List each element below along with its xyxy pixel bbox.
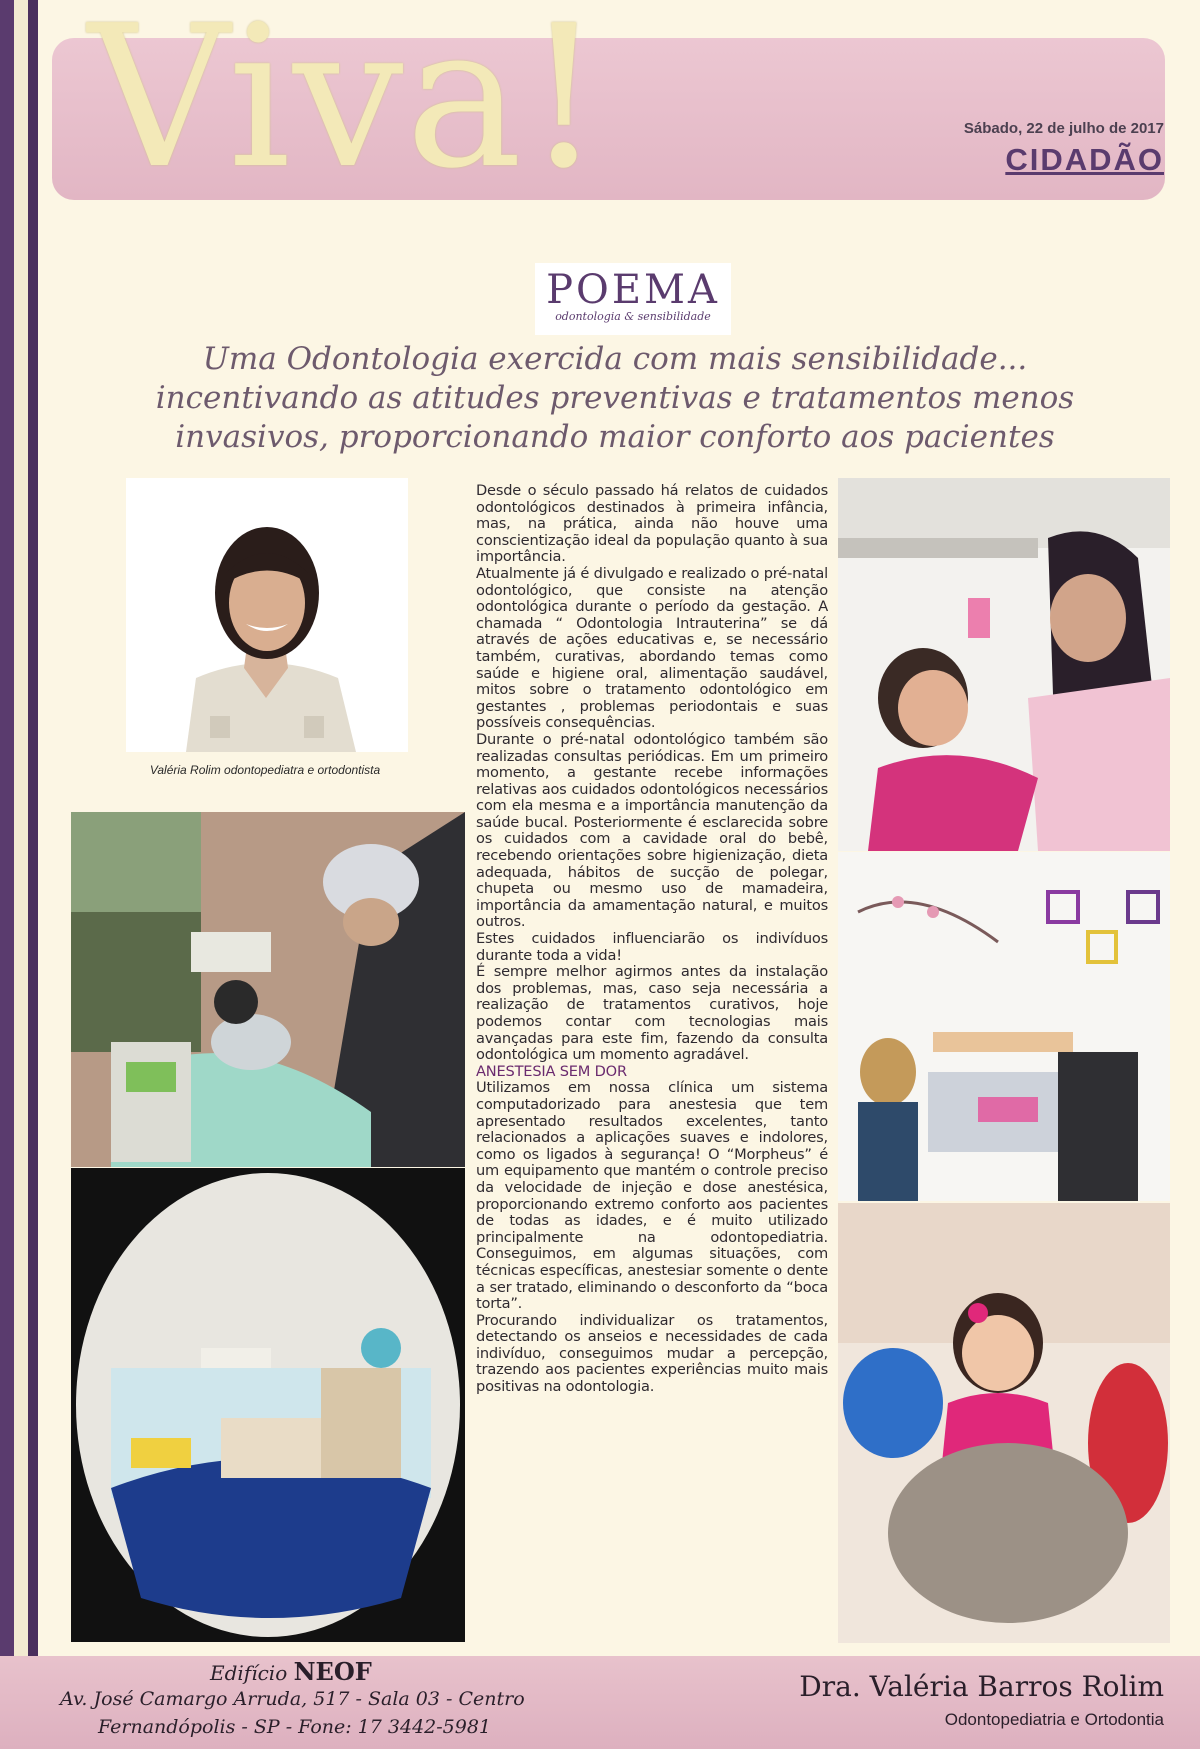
headline bbox=[90, 340, 1140, 457]
portrait-photo bbox=[126, 478, 408, 752]
issue-date: Sábado, 22 de julho de 2017 bbox=[963, 120, 1164, 137]
headline-line-2: incentivando as atitudes preventivas e tratamentos menos bbox=[155, 380, 1075, 416]
treatment-photo bbox=[71, 812, 465, 1167]
building-name: NEOF bbox=[293, 1657, 372, 1686]
portrait-caption: Valéria Rolim odontopediatra e ortodontista bbox=[149, 763, 381, 777]
headline-line-3: invasivos, proporcionando maior conforto aos pacientes bbox=[175, 419, 1055, 455]
article-paragraph: Durante o pré-natal odontológico também são realizadas consultas periódicas. Em um primeiro momento, a gestante recebe informações relativas aos cuidados odontológicos necessários com ela mesma e a importância manutenção da saúde bucal. Posteriormente é esclarecida sobre os cuidados com a cavidade oral do bebê, recebendo orientações sobre higienização, dieta adequada, hábitos de sucção de polegar, chupeta ou mesmo uso de mamadeira, importância da amamentação natural, e muitos outros. bbox=[476, 730, 828, 931]
pediatric-room-photo bbox=[838, 852, 1170, 1201]
article-paragraph: Utilizamos em nossa clínica um sistema computadorizado para anestesia que tem apresentado resultados excelentes, tanto relacionados a aplicações suaves e indolores, como os ligados à segurança! O “Morpheus” é um equipamento que mantém o controle preciso da velocidade de injeção e dose anestésica, proporcionando extremo conforto aos pacientes de todas as idades, e é muito utilizado principalmente na odontopediatria. Conseguimos, em algumas situações, com técnicas específicas, anestesiar somente o dente a ser tratado, eliminando o desconforto da “boca torta”. bbox=[476, 1079, 828, 1313]
section-name: CIDADÃO bbox=[1005, 142, 1164, 177]
logo-tagline: odontologia & sensibilidade bbox=[555, 310, 711, 323]
footer-city-phone: Fernandópolis - SP - Fone: 17 3442-5981 bbox=[98, 1716, 492, 1738]
article-paragraph: Desde o século passado há relatos de cuidados odontológicos destinados à primeira infância, mas, na prática, ainda não houve uma conscientização ideal da população quanto à sua importância. bbox=[476, 482, 828, 566]
article-paragraph: Atualmente já é divulgado e realizado o pré-natal odontológico, que consiste na atenção odontológica durante o período da gestação. A chamada “ Odontologia Intrauterina” se dá através de ações educativas e, se necessário também, curativas, abordando temas como saúde e higiene oral, alimentação saudável, mitos sobre o tratamento odontológico em gestantes , problemas periodontais e suas possíveis consequências. bbox=[476, 564, 828, 732]
left-stripe-cream bbox=[14, 0, 28, 1749]
doctor-name: Dra. Valéria Barros Rolim bbox=[799, 1670, 1164, 1703]
masthead-title: Viva! bbox=[88, 0, 606, 212]
logo-name: POEMA bbox=[546, 267, 720, 313]
article-paragraph: Procurando individualizar os tratamentos, detectando os anseios e necessidades de cada indivíduo, conseguimos mudar a percepção, trazendo aos pacientes experiências muito mais positivas na odontologia. bbox=[476, 1311, 828, 1396]
left-stripe-dark bbox=[28, 0, 38, 1749]
left-stripe-purple bbox=[0, 0, 14, 1749]
baby-photo bbox=[838, 1203, 1170, 1643]
article-paragraph: É sempre melhor agirmos antes da instalação dos problemas, mas, caso seja necessária a realização de tratamentos curativos, hoje podemos contar com tecnologias mais avançadas para este fim, fazendo da consulta odontológica um momento agradável. bbox=[476, 963, 828, 1064]
article-body bbox=[476, 483, 828, 1396]
child-consult-photo bbox=[838, 478, 1170, 851]
headline-line-1: Uma Odontologia exercida com mais sensibilidade... bbox=[202, 341, 1028, 377]
doctor-specialty: Odontopediatria e Ortodontia bbox=[944, 1710, 1164, 1729]
poema-logo bbox=[535, 263, 731, 335]
article-subheading: ANESTESIA SEM DOR bbox=[476, 1062, 627, 1080]
article-paragraph: Estes cuidados influenciarão os indivíduos durante toda a vida! bbox=[476, 930, 828, 964]
clinic-room-photo bbox=[71, 1168, 465, 1642]
footer-address: Av. José Camargo Arruda, 517 - Sala 03 - Centro bbox=[60, 1688, 525, 1710]
footer-building bbox=[210, 1657, 372, 1686]
building-prefix: Edifício bbox=[210, 1661, 288, 1685]
